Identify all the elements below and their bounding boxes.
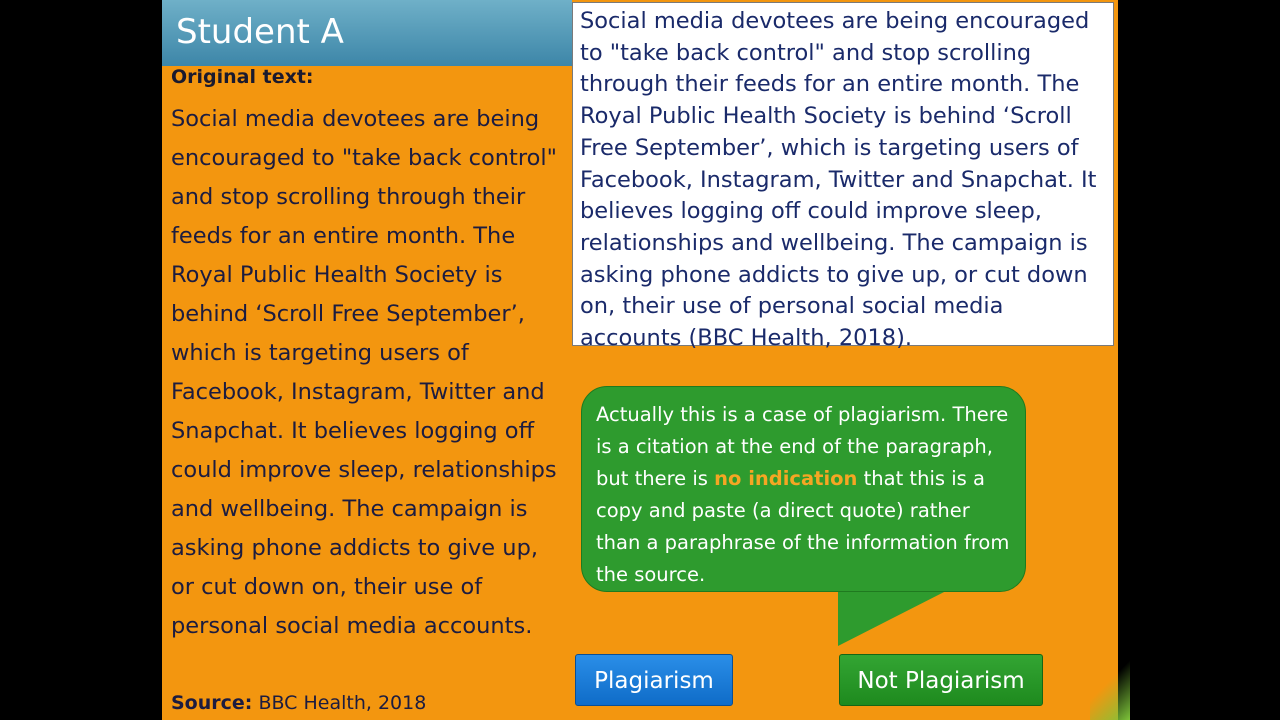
feedback-bubble xyxy=(581,386,1026,592)
feedback-part2: that this is a copy and paste (a direct quote) rather than a paraphrase of the information from the source. xyxy=(596,467,1010,586)
slide xyxy=(162,0,1118,720)
feedback-text xyxy=(596,399,1013,591)
source-label: Source: xyxy=(171,692,253,714)
not-plagiarism-button[interactable]: Not Plagiarism xyxy=(839,654,1043,706)
plagiarism-button[interactable]: Plagiarism xyxy=(575,654,733,706)
original-text: Social media devotees are being encouraged to "take back control" and stop scrolling through their feeds for an entire month. The Royal Public Health Society is behind ‘Scroll Free September’, which is targeting users of Facebook, Instagram, Twitter and Snapchat. It believes logging off could improve sleep, relationships and wellbeing. The campaign is asking phone addicts to give up, or cut down on, their use of personal social media accounts. xyxy=(171,106,557,639)
title-bar xyxy=(162,0,572,66)
source-line xyxy=(171,692,426,714)
corner-decoration xyxy=(1090,660,1130,720)
student-text-box xyxy=(572,2,1114,352)
feedback-highlight: no indication xyxy=(714,467,858,490)
feedback-bubble-tail xyxy=(838,590,948,646)
original-text-label: Original text: xyxy=(171,66,314,88)
slide-title: Student A xyxy=(176,12,344,52)
source-value: BBC Health, 2018 xyxy=(258,692,427,714)
student-text: Social media devotees are being encouraged to "take back control" and stop scrolling through their feeds for an entire month. The Royal Public Health Society is behind ‘Scroll Free September’, which is targeting users of Facebook, Instagram, Twitter and Snapchat. It believes logging off could improve sleep, relationships and wellbeing. The campaign is asking phone addicts to give up, or cut down on, their use of personal social media accounts (BBC Health, 2018). xyxy=(580,8,1097,352)
feedback-part1: Actually this is a case of plagiarism. There is a citation at the end of the paragraph, but there is xyxy=(596,403,1009,490)
